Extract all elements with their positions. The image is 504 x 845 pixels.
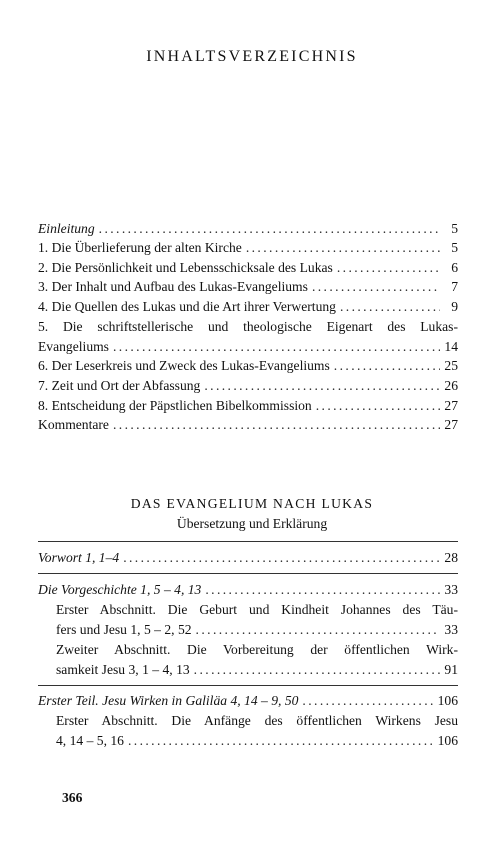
- toc-label: 2. Die Persönlichkeit und Lebensschicksale des Lukas: [38, 260, 333, 275]
- toc-entry: [38, 397, 458, 415]
- toc-page: 106: [437, 693, 458, 708]
- toc-page: 25: [444, 358, 458, 373]
- toc-label: 3. Der Inhalt und Aufbau des Lukas-Evangeliums: [38, 279, 308, 294]
- toc-page: 33: [444, 622, 458, 637]
- toc-page: 27: [444, 398, 458, 413]
- toc-label: fers und Jesu 1, 5 – 2, 52: [56, 622, 192, 637]
- toc-entry: [38, 377, 458, 395]
- toc-page: 7: [451, 279, 458, 294]
- toc-entry: [38, 298, 458, 316]
- toc-page: 106: [437, 733, 458, 748]
- toc-page: 9: [451, 299, 458, 314]
- toc-entry: [38, 239, 458, 257]
- leader-dots: [337, 259, 440, 277]
- toc-entry-kommentare: [38, 416, 458, 434]
- toc-page: 5: [451, 221, 458, 236]
- leader-dots: [204, 377, 440, 395]
- leader-dots: [340, 298, 440, 316]
- toc-subentry-line: Erster Abschnitt. Die Anfänge des öffentlichen Wirkens Jesu: [56, 713, 458, 728]
- toc-label: Die Vorgeschichte 1, 5 – 4, 13: [38, 582, 202, 597]
- leader-dots: [302, 692, 433, 710]
- toc-entry-vorgeschichte: [38, 581, 458, 599]
- leader-dots: [334, 357, 440, 375]
- toc-page: 6: [451, 260, 458, 275]
- toc-page: 5: [451, 240, 458, 255]
- toc-entry-vorwort: [38, 549, 458, 567]
- leader-dots: [196, 621, 440, 639]
- toc-subentry-line: Erster Abschnitt. Die Geburt und Kindheit Johannes des Täu-: [56, 602, 458, 617]
- leader-dots: [123, 549, 440, 567]
- leader-dots: [205, 581, 440, 599]
- leader-dots: [113, 338, 440, 356]
- toc-subentry-line: Zweiter Abschnitt. Die Vorbereitung der öffentlichen Wirk-: [56, 642, 458, 657]
- toc-entry-einleitung: [38, 220, 458, 238]
- leader-dots: [99, 220, 440, 238]
- toc-entry-continuation: [38, 338, 458, 356]
- toc-entry: [38, 357, 458, 375]
- toc-subentry: [56, 661, 458, 679]
- toc-subentry: [56, 621, 458, 639]
- leader-dots: [194, 661, 440, 679]
- page-title: INHALTSVERZEICHNIS: [146, 48, 358, 65]
- toc-label: Kommentare: [38, 417, 109, 432]
- page-number: 366: [62, 790, 83, 805]
- toc-label: Erster Teil. Jesu Wirken in Galiläa 4, 14 – 9, 50: [38, 693, 299, 708]
- leader-dots: [246, 239, 440, 257]
- toc-label: Vorwort 1, 1–4: [38, 550, 120, 565]
- toc-label: samkeit Jesu 3, 1 – 4, 13: [56, 662, 190, 677]
- toc-page: 26: [444, 378, 458, 393]
- toc-page: 33: [444, 582, 458, 597]
- toc-entry: [38, 278, 458, 296]
- divider: [38, 685, 458, 686]
- toc-label: 4. Die Quellen des Lukas und die Art ihrer Verwertung: [38, 299, 336, 314]
- toc-label: 7. Zeit und Ort der Abfassung: [38, 378, 201, 393]
- toc-entry: [38, 259, 458, 277]
- toc-label: 1. Die Überlieferung der alten Kirche: [38, 240, 242, 255]
- divider: [38, 541, 458, 542]
- leader-dots: [113, 416, 440, 434]
- toc-label: 6. Der Leserkreis und Zweck des Lukas-Evangeliums: [38, 358, 330, 373]
- section-subtitle: Übersetzung und Erklärung: [176, 516, 328, 531]
- leader-dots: [128, 732, 434, 750]
- section-title: DAS EVANGELIUM NACH LUKAS: [130, 496, 374, 511]
- toc-label: Evangeliums: [38, 339, 109, 354]
- toc-page: 91: [444, 662, 458, 677]
- divider: [38, 573, 458, 574]
- toc-subentry: [56, 732, 458, 750]
- toc-label: Einleitung: [38, 221, 95, 236]
- leader-dots: [312, 278, 440, 296]
- toc-page: 28: [444, 550, 458, 565]
- toc-entry-line: 5. Die schriftstellerische und theologische Eigenart des Lukas-: [38, 319, 458, 334]
- toc-page: 27: [444, 417, 458, 432]
- toc-label: 8. Entscheidung der Päpstlichen Bibelkommission: [38, 398, 312, 413]
- leader-dots: [316, 397, 440, 415]
- toc-label: 4, 14 – 5, 16: [56, 733, 124, 748]
- toc-entry-erster-teil: [38, 692, 458, 710]
- toc-page: 14: [444, 339, 458, 354]
